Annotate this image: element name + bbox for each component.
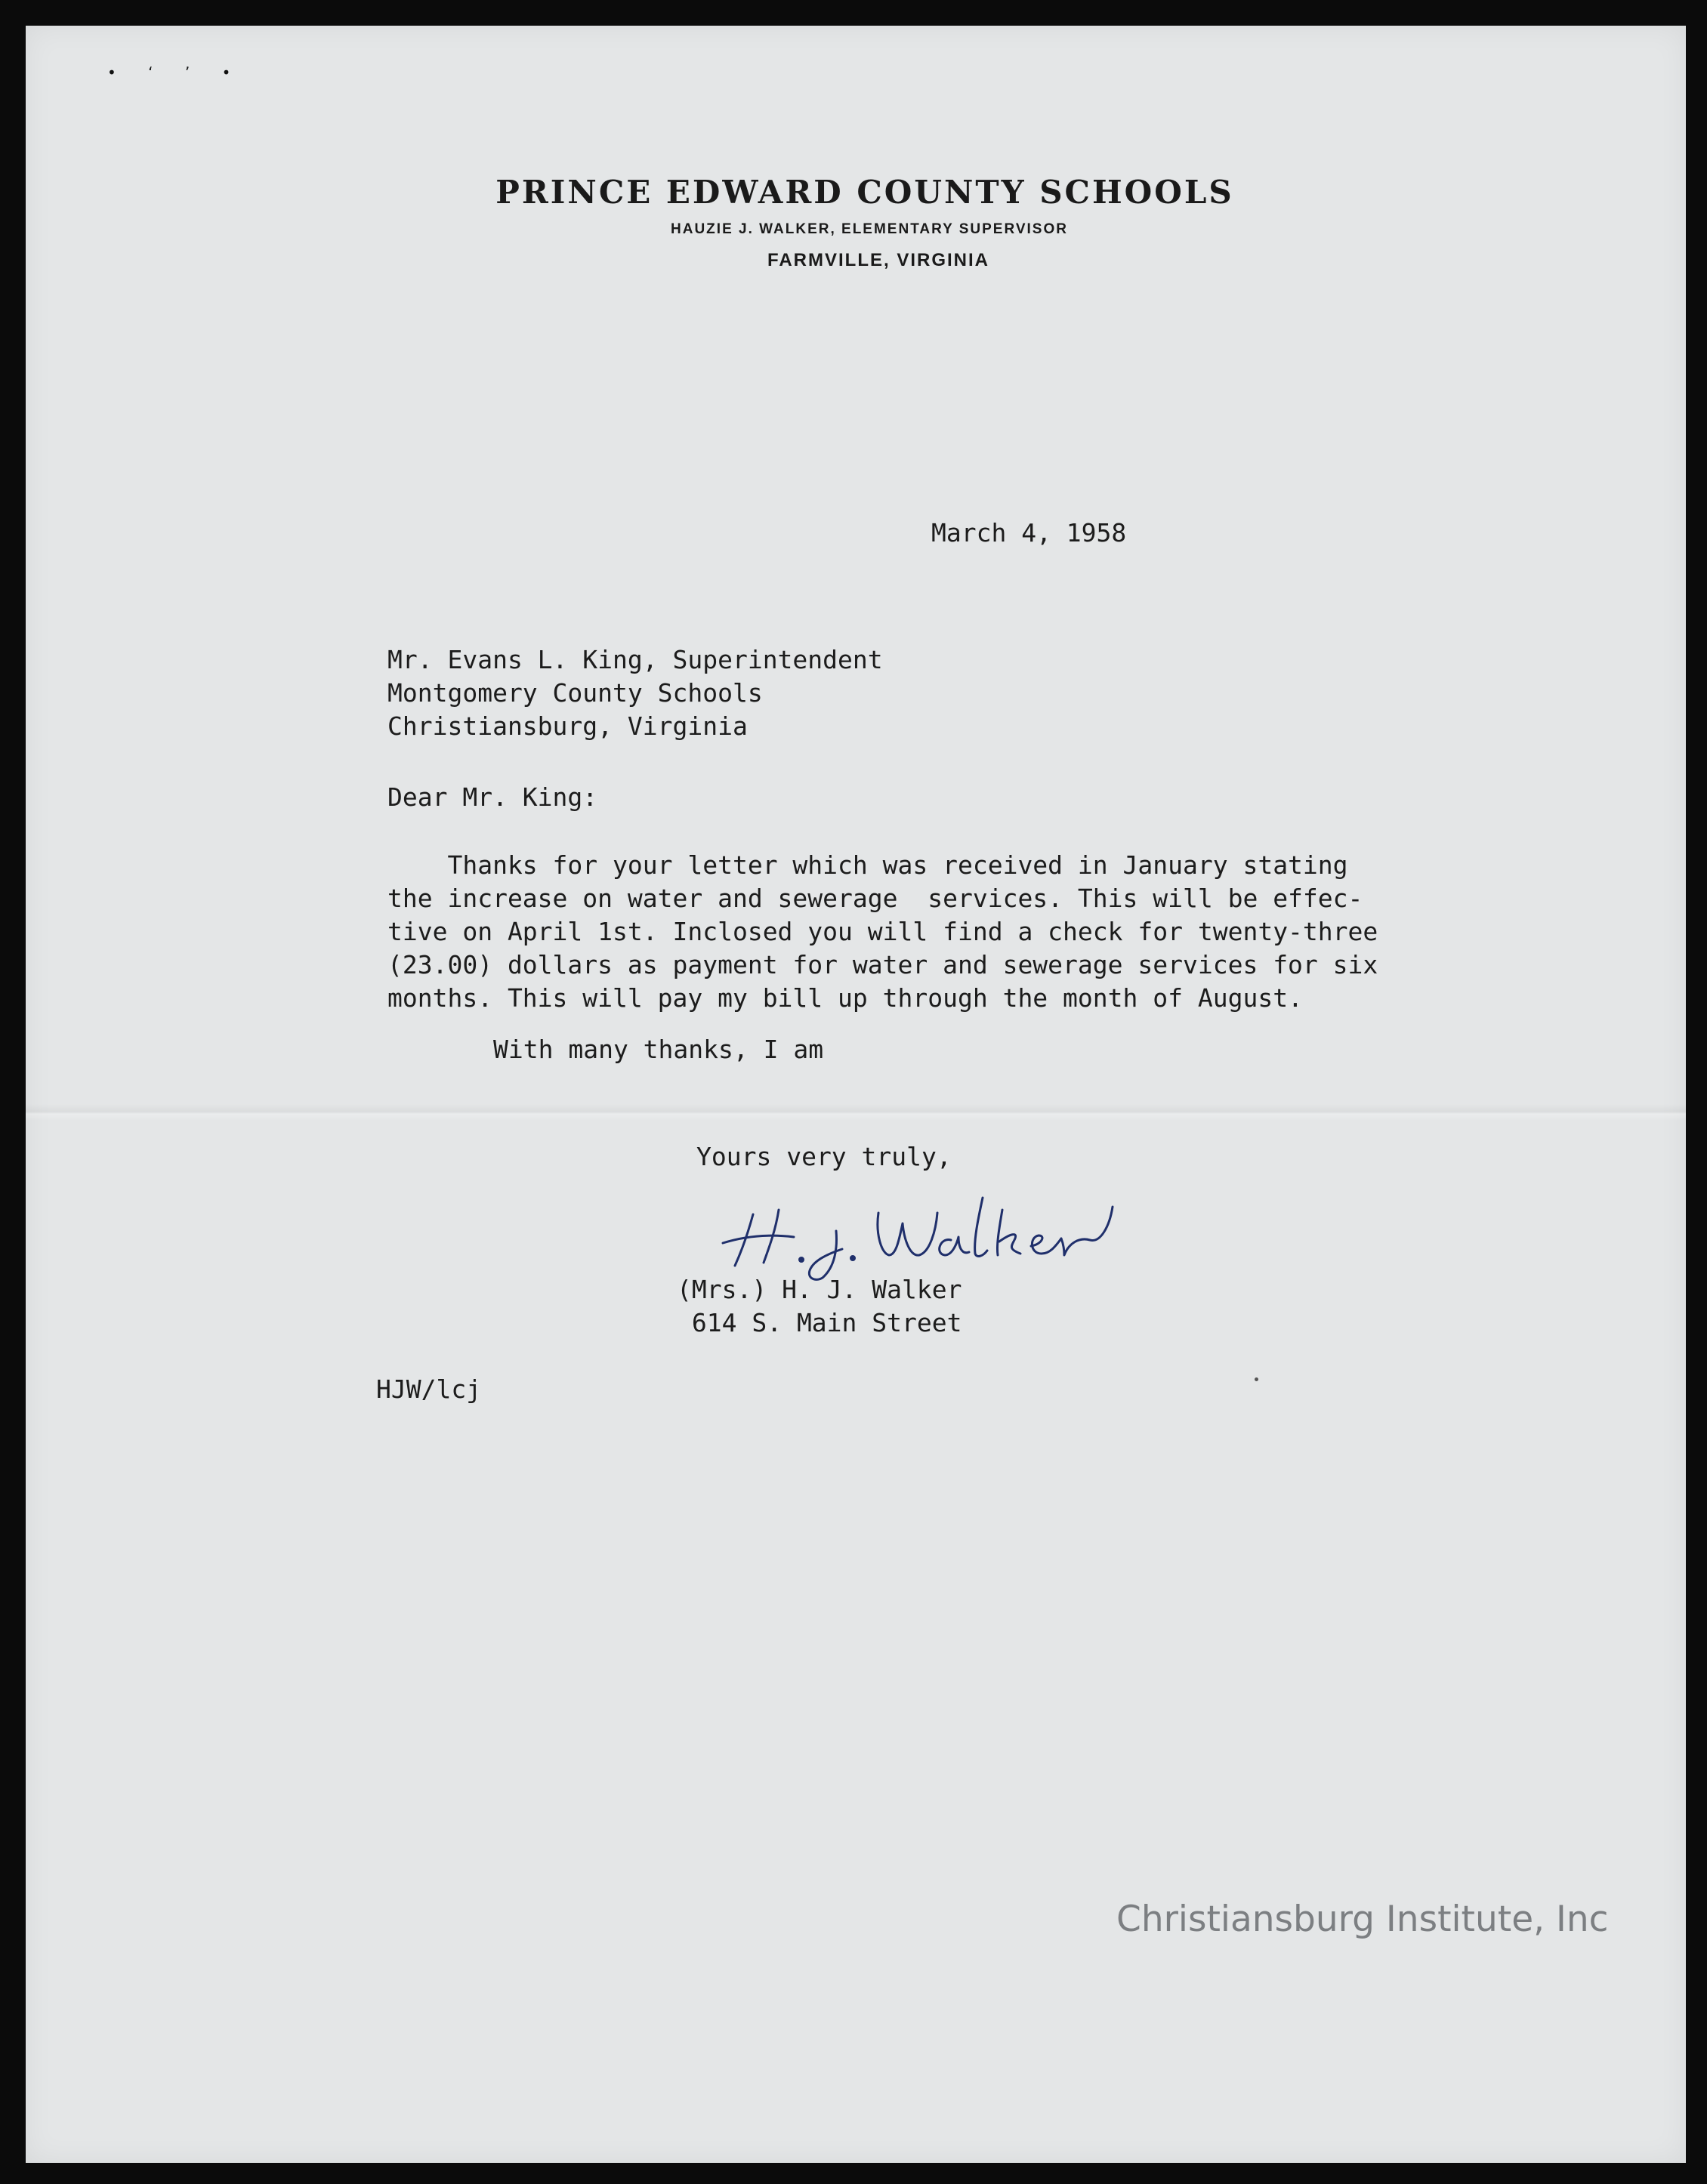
punch-marks: • ʻ ʼ • (107, 63, 245, 82)
letter-page (26, 26, 1686, 2163)
letterhead (26, 174, 1686, 271)
handwritten-signature (709, 1171, 1121, 1284)
closing-line: With many thanks, I am (493, 1035, 824, 1064)
complimentary-close: Yours very truly, (696, 1142, 952, 1171)
reference-initials: HJW/lcj (376, 1374, 482, 1404)
recipient-line-3: Christiansburg, Virginia (387, 711, 748, 741)
signer-name: (Mrs.) H. J. Walker (677, 1275, 962, 1304)
watermark: Christiansburg Institute, Inc (1116, 1899, 1609, 1940)
letterhead-location: FARMVILLE, VIRGINIA (767, 250, 989, 270)
body-line-5: months. This will pay my bill up through the month of August. (387, 983, 1303, 1013)
body-line-3: tive on April 1st. Inclosed you will find a check for twenty-three (387, 917, 1378, 946)
letter-body (387, 849, 1378, 1015)
signer-block (677, 1273, 962, 1340)
body-line-4: (23.00) dollars as payment for water and sewerage services for six (387, 950, 1378, 979)
body-line-1: Thanks for your letter which was received in January stating (387, 850, 1348, 880)
body-line-2: the increase on water and sewerage services. This will be effec- (387, 884, 1363, 913)
page-fold-crease (26, 1104, 1686, 1121)
recipient-address (387, 643, 883, 743)
letterhead-supervisor: HAUZIE J. WALKER, ELEMENTARY SUPERVISOR (671, 221, 1068, 237)
letterhead-organization: PRINCE EDWARD COUNTY SCHOOLS (495, 174, 1234, 211)
letter-date: March 4, 1958 (931, 518, 1127, 548)
recipient-line-2: Montgomery County Schools (387, 678, 763, 708)
paper-speck (1255, 1377, 1258, 1381)
signer-address: 614 S. Main Street (677, 1308, 962, 1337)
recipient-line-1: Mr. Evans L. King, Superintendent (387, 645, 883, 674)
salutation: Dear Mr. King: (387, 782, 598, 812)
